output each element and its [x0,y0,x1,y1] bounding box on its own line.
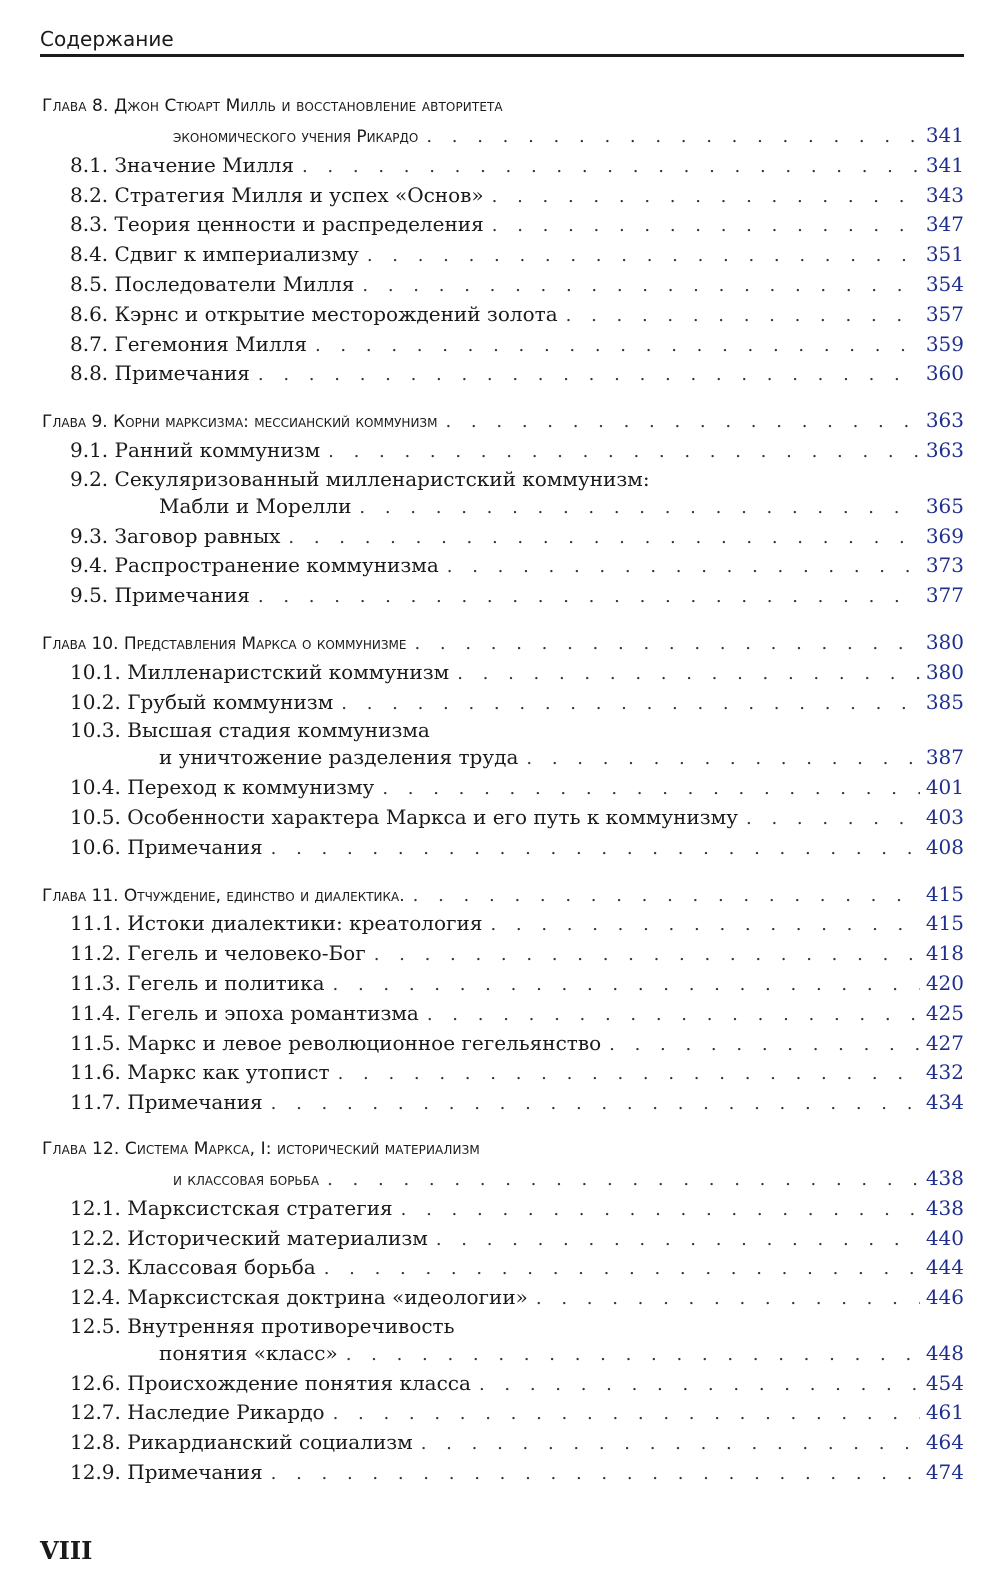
section-label: 11.6. Маркс как утопист [70,1060,330,1085]
page-number[interactable]: 454 [925,1370,964,1395]
toc-entry[interactable] [42,1428,964,1458]
toc-entry[interactable] [42,1253,964,1283]
dot-leader [401,1195,920,1225]
page-number[interactable]: 343 [925,182,964,207]
section-label: 9.5. Примечания [70,583,250,608]
page-number[interactable]: 403 [925,804,964,829]
page-number[interactable]: 438 [925,1165,964,1190]
section-label: 12.2. Исторический материализм [70,1225,428,1250]
toc-entry[interactable] [42,436,964,466]
page-number[interactable]: 434 [925,1090,964,1115]
dot-leader [427,1000,920,1030]
toc-entry[interactable] [42,359,964,389]
dot-leader [414,629,919,659]
page-number[interactable]: 363 [925,437,964,462]
toc-entry[interactable] [42,551,964,581]
dot-leader [536,1284,920,1314]
section-label-cont: Мабли и Морелли [159,493,352,518]
section-label: 8.3. Теория ценности и распределения [70,212,484,237]
chapter-title: Глава 8. Джон Стюарт Милль и восстановление авторитета [42,96,503,116]
section-label: 10.5. Особенности характера Маркса и его путь к коммунизму [70,804,738,829]
dot-leader [359,493,919,523]
section-label-cont: и уничтожение разделения труда [159,745,519,770]
toc-entry[interactable] [42,270,964,300]
dot-leader [746,804,920,834]
section-label: 12.6. Происхождение понятия класса [70,1370,471,1395]
section-label: 9.1. Ранний коммунизм [70,437,321,462]
page-number[interactable]: 365 [925,493,964,518]
dot-leader [421,1429,920,1459]
page-number[interactable]: 377 [925,583,964,608]
page-number[interactable]: 341 [925,123,964,147]
dot-leader [327,1165,920,1195]
section-label: 12.7. Наследие Рикардо [70,1400,325,1425]
section-label: 8.7. Гегемония Милля [70,331,307,356]
page-number[interactable]: 448 [925,1340,964,1365]
page-folio: VIII [40,1536,93,1565]
toc-entry[interactable] [42,658,964,688]
chapter-11 [42,880,964,1118]
dot-leader [333,970,920,1000]
toc-entry[interactable] [42,939,964,969]
running-head: Содержание [40,28,964,57]
toc-entry-chapter-9[interactable] [42,406,964,436]
section-label: 12.4. Марксистская доктрина «идеологии» [70,1285,528,1310]
toc-entry[interactable] [42,1224,964,1254]
toc-entry[interactable] [42,181,964,211]
page-number[interactable]: 418 [925,941,964,966]
page-number[interactable]: 385 [925,689,964,714]
dot-leader [457,659,920,689]
section-label: 8.1. Значение Милля [70,152,294,177]
dot-leader [328,437,920,467]
chapter-title-cont: и классовая борьба [173,1169,320,1190]
section-label: 12.5. Внутренняя противоречивость [70,1313,455,1338]
page-number[interactable]: 474 [925,1460,964,1485]
toc-entry[interactable] [42,522,964,552]
toc-entry[interactable] [42,999,964,1029]
dot-leader [445,407,919,437]
chapter-10 [42,628,964,863]
section-label: 8.5. Последователи Милля [70,271,355,296]
toc-entry-chapter-11[interactable] [42,880,964,910]
toc-entry-top [42,717,964,743]
dot-leader [288,523,919,553]
dot-leader [367,241,920,271]
chapter-title: Глава 11. Отчуждение, единство и диалектика. [42,885,405,906]
dot-leader [413,881,920,911]
section-label: 12.8. Рикардианский социализм [70,1430,413,1455]
section-label: 11.2. Гегель и человеко-Бог [70,941,366,966]
toc-entry[interactable] [42,969,964,999]
section-label: 11.4. Гегель и эпоха романтизма [70,1000,419,1025]
dot-leader [566,301,920,331]
toc-entry[interactable] [42,909,964,939]
dot-leader [333,1399,920,1429]
page-number[interactable]: 415 [925,911,964,936]
page-number[interactable]: 420 [925,970,964,995]
toc-entry[interactable] [42,743,964,773]
toc-entry[interactable] [42,1369,964,1399]
toc-entry-chapter-8[interactable] [42,121,964,151]
dot-leader [324,1254,920,1284]
page-number[interactable]: 341 [925,152,964,177]
chapter-9 [42,406,964,611]
toc-entry-top [42,1313,964,1339]
page-number[interactable]: 354 [925,271,964,296]
toc-entry[interactable] [42,240,964,270]
toc-entry[interactable] [42,688,964,718]
page-number[interactable]: 387 [925,745,964,770]
toc-entry[interactable] [42,833,964,863]
chapter-title: Глава 9. Корни марксизма: мессианский коммунизм [42,412,438,433]
page-number[interactable]: 359 [925,331,964,356]
page-number[interactable]: 401 [925,775,964,800]
toc-entry[interactable] [42,581,964,611]
dot-leader [258,582,920,612]
section-label-cont: понятия «класс» [159,1340,338,1365]
chapter-title: Глава 12. Система Маркса, I: исторический материализм [42,1138,480,1159]
page-number[interactable]: 369 [925,523,964,548]
toc-entry[interactable] [42,803,964,833]
dot-leader [479,1370,920,1400]
dot-leader [490,910,919,940]
dot-leader [362,271,919,301]
section-label: 11.7. Примечания [70,1090,263,1115]
page-number[interactable]: 464 [925,1430,964,1455]
section-label: 10.4. Переход к коммунизму [70,775,375,800]
section-label: 8.4. Сдвиг к империализму [70,242,359,267]
dot-leader [609,1030,920,1060]
section-label: 8.8. Примечания [70,361,250,386]
chapter-title: Глава 10. Представления Маркса о коммунизме [42,633,407,654]
section-label: 8.6. Кэрнс и открытие месторождений золота [70,301,558,326]
toc-entry[interactable] [42,492,964,522]
dot-leader [436,1225,920,1255]
chapter-title-cont: экономического учения Рикардо [173,127,419,147]
section-label: 9.4. Распространение коммунизма [70,553,439,578]
section-label: 10.2. Грубый коммунизм [70,689,334,714]
section-label: 12.1. Марксистская стратегия [70,1195,393,1220]
section-label: 9.2. Секуляризованный милленаристский коммунизм: [70,466,650,491]
chapter-8 [42,92,964,389]
chapter-12 [42,1135,964,1488]
dot-leader [526,744,919,774]
dot-leader [271,834,920,864]
dot-leader [382,774,919,804]
section-label: 8.2. Стратегия Милля и успех «Основ» [70,182,484,207]
toc-entry[interactable] [42,1283,964,1313]
page-number[interactable]: 380 [925,629,964,654]
dot-leader [271,1089,920,1119]
page-number[interactable]: 438 [925,1195,964,1220]
toc-entry-top [42,466,964,492]
page-number[interactable]: 347 [925,212,964,237]
page-number[interactable]: 357 [925,301,964,326]
dot-leader [426,122,919,152]
dot-leader [315,331,920,361]
page-number[interactable]: 446 [925,1285,964,1310]
toc-entry[interactable] [42,1398,964,1428]
dot-leader [338,1059,920,1089]
dot-leader [341,689,920,719]
table-of-contents [42,92,964,1505]
dot-leader [374,940,920,970]
section-label: 12.3. Классовая борьба [70,1255,316,1280]
toc-entry[interactable] [42,300,964,330]
page-number[interactable]: 427 [925,1030,964,1055]
page-number[interactable]: 440 [925,1225,964,1250]
toc-entry[interactable] [42,151,964,181]
toc-entry[interactable] [42,1194,964,1224]
section-label: 11.3. Гегель и политика [70,970,325,995]
section-label: 10.3. Высшая стадия коммунизма [70,718,430,743]
page-number[interactable]: 444 [925,1255,964,1280]
page-number[interactable]: 408 [925,834,964,859]
page-number[interactable]: 351 [925,242,964,267]
toc-entry[interactable] [42,210,964,240]
page-number[interactable]: 380 [925,659,964,684]
toc-entry[interactable] [42,1339,964,1369]
dot-leader [302,152,920,182]
toc-entry[interactable] [42,1088,964,1118]
toc-entry[interactable] [42,1029,964,1059]
section-label: 11.5. Маркс и левое революционное гегельянство [70,1030,602,1055]
page-number[interactable]: 425 [925,1000,964,1025]
toc-entry-chapter-10[interactable] [42,628,964,658]
section-label: 11.1. Истоки диалектики: креатология [70,911,483,936]
page-number[interactable]: 415 [925,881,964,906]
page-number[interactable]: 360 [925,361,964,386]
toc-entry[interactable] [42,1458,964,1488]
page-number[interactable]: 363 [925,408,964,433]
dot-leader [258,360,920,390]
section-label: 10.1. Милленаристский коммунизм [70,659,450,684]
dot-leader [492,182,920,212]
dot-leader [492,211,920,241]
dot-leader [447,552,920,582]
page-number[interactable]: 461 [925,1400,964,1425]
section-label: 9.3. Заговор равных [70,523,281,548]
page-number[interactable]: 373 [925,553,964,578]
toc-entry[interactable] [42,773,964,803]
page-number[interactable]: 432 [925,1060,964,1085]
dot-leader [346,1340,920,1370]
section-label: 12.9. Примечания [70,1460,263,1485]
toc-entry-chapter-12[interactable] [42,1164,964,1194]
section-label: 10.6. Примечания [70,834,263,859]
toc-entry[interactable] [42,1058,964,1088]
dot-leader [271,1459,920,1489]
toc-entry[interactable] [42,330,964,360]
